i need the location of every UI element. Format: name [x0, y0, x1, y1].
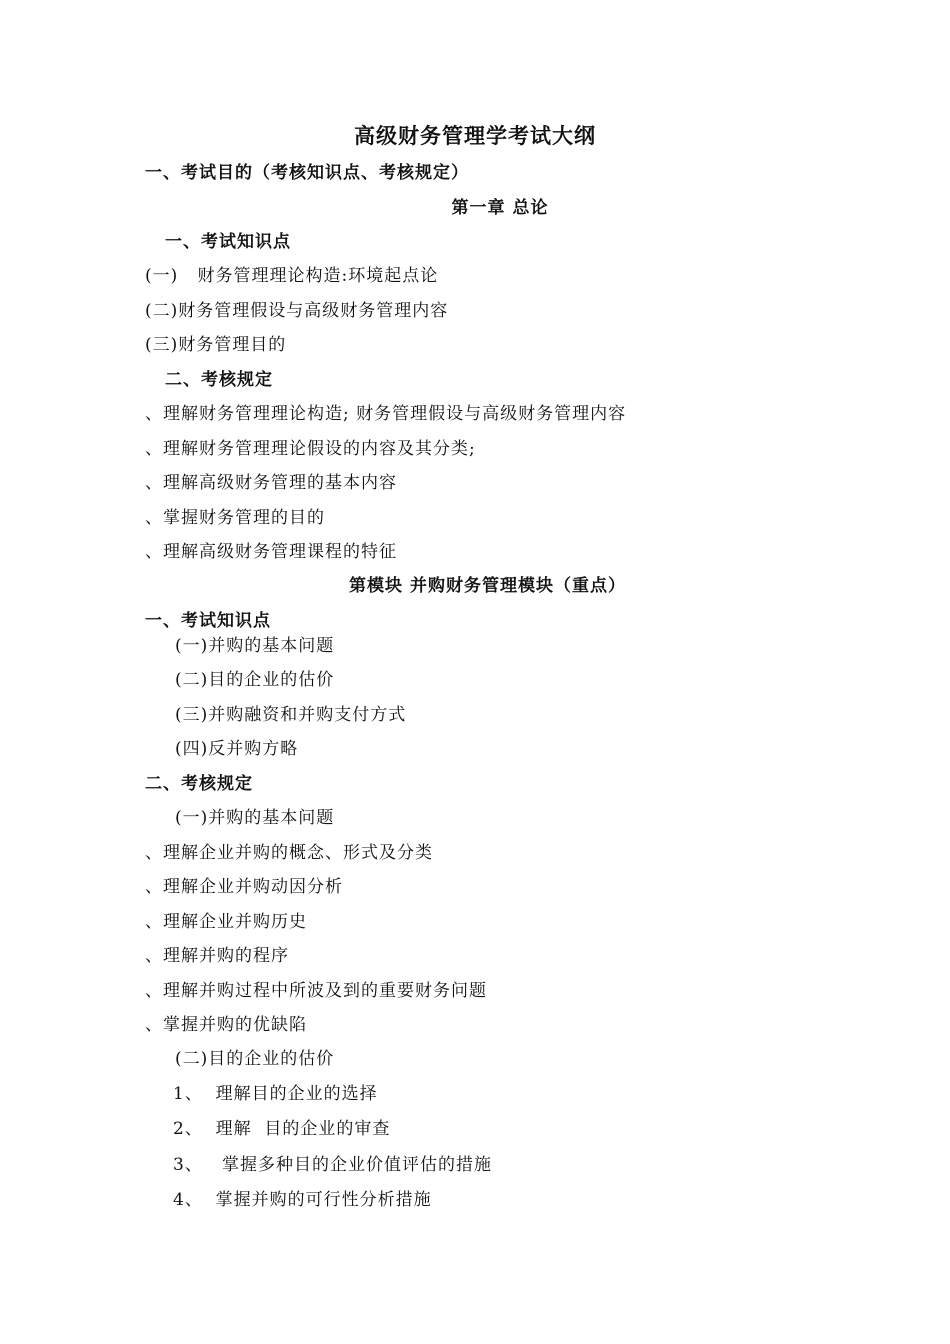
list-item: 2、 理解 目的企业的审查 — [173, 1119, 391, 1139]
list-item: (三)并购融资和并购支付方式 — [175, 705, 407, 725]
module-heading: 第模块 并购财务管理模块（重点） — [349, 576, 626, 596]
list-item: 、理解高级财务管理课程的特征 — [145, 542, 397, 562]
section-heading-exam-purpose: 一、考试目的（考核知识点、考核规定） — [145, 163, 469, 183]
knowledge-points-heading: 一、考试知识点 — [165, 232, 291, 252]
requirements-heading: 二、考核规定 — [165, 370, 273, 390]
list-item: 4、 掌握并购的可行性分析措施 — [173, 1190, 432, 1210]
subsection-heading: (二)目的企业的估价 — [175, 1049, 335, 1069]
list-item: (二)目的企业的估价 — [175, 670, 335, 690]
list-item: 、理解企业并购历史 — [145, 912, 307, 932]
list-item: 、掌握财务管理的目的 — [145, 508, 325, 528]
list-item: (四)反并购方略 — [175, 739, 299, 759]
list-item: (三)财务管理目的 — [145, 335, 287, 355]
list-item: 1、 理解目的企业的选择 — [173, 1084, 378, 1104]
list-item: 、理解并购的程序 — [145, 946, 289, 966]
list-item: 、掌握并购的优缺陷 — [145, 1015, 307, 1035]
list-item: 、理解财务管理理论构造; 财务管理假设与高级财务管理内容 — [145, 404, 627, 424]
list-item: 、理解财务管理理论假设的内容及其分类; — [145, 439, 476, 459]
list-item: (一)并购的基本问题 — [175, 636, 335, 656]
list-item: (二)财务管理假设与高级财务管理内容 — [145, 301, 449, 321]
list-item: 、理解并购过程中所波及到的重要财务问题 — [145, 981, 487, 1001]
list-item: (一) 财务管理理论构造:环境起点论 — [145, 266, 439, 286]
document-title: 高级财务管理学考试大纲 — [354, 123, 596, 148]
list-item: 3、 掌握多种目的企业价值评估的措施 — [173, 1155, 493, 1175]
list-item: 、理解企业并购动因分析 — [145, 877, 343, 897]
list-item: 、理解企业并购的概念、形式及分类 — [145, 843, 433, 863]
chapter-heading: 第一章 总论 — [451, 198, 549, 218]
knowledge-points-heading: 一、考试知识点 — [145, 611, 271, 631]
requirements-heading: 二、考核规定 — [145, 774, 253, 794]
list-item: 、理解高级财务管理的基本内容 — [145, 473, 397, 493]
subsection-heading: (一)并购的基本问题 — [175, 808, 335, 828]
